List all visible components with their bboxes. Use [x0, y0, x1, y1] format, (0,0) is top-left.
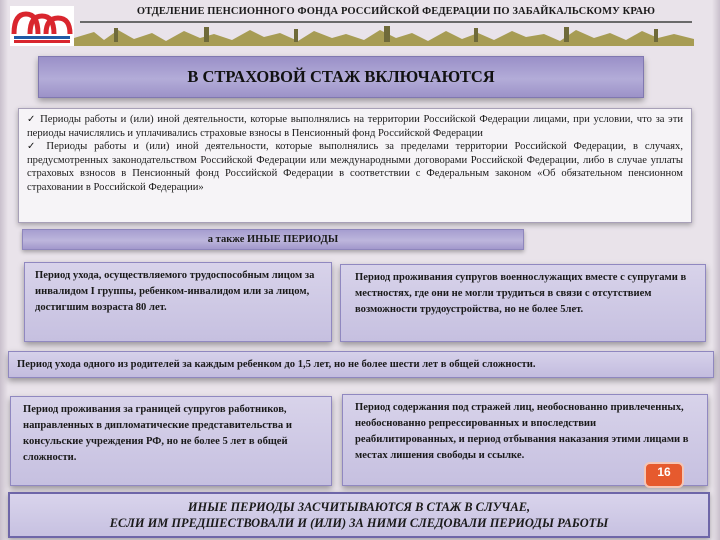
box-parent-leave: Период ухода одного из родителей за каждым ребенком до 1,5 лет, но не более шести лет в общей сложности.	[8, 351, 714, 378]
item-1	[27, 113, 683, 140]
frame-left	[0, 0, 8, 540]
box-spouses-period: Период проживания супругов военнослужащих вместе с супругами в местностях, где они не могли трудиться в связи с отсутствием возможности трудоустройства, но не более 5лет.	[340, 264, 706, 342]
main-panel	[18, 108, 692, 223]
frame-right	[712, 0, 720, 540]
bottom-line-2: ЕСЛИ ИМ ПРЕДШЕСТВОВАЛИ И (ИЛИ) ЗА НИМИ СЛЕДОВАЛИ ПЕРИОДЫ РАБОТЫ	[109, 516, 609, 530]
pfr-logo-icon	[10, 6, 74, 46]
page-number-badge: 16	[644, 462, 684, 488]
bottom-banner	[8, 492, 710, 538]
box-abroad-period: Период проживания за границей супругов работников, направленных в дипломатические представительства и консульские учреждения РФ, но не более 5 лет в общей сложности.	[10, 396, 332, 486]
ornament-band-icon	[74, 24, 694, 46]
check-icon: ✓	[27, 114, 37, 125]
header-rule	[80, 21, 692, 23]
org-title: ОТДЕЛЕНИЕ ПЕНСИОННОГО ФОНДА РОССИЙСКОЙ ФЕДЕРАЦИИ ПО ЗАБАЙКАЛЬСКОМУ КРАЮ	[136, 6, 656, 17]
box-care-period: Период ухода, осуществляемого трудоспособным лицом за инвалидом I группы, ребенком-инвалидом или за лицом, достигшим возраста 80 лет.	[24, 262, 332, 342]
bottom-line-1: ИНЫЕ ПЕРИОДЫ ЗАСЧИТЫВАЮТСЯ В СТАЖ В СЛУЧАЕ,	[187, 500, 531, 514]
also-banner: а также ИНЫЕ ПЕРИОДЫ	[22, 229, 524, 250]
item-2-text: Периоды работы и (или) иной деятельности, которые выполнялись за пределами территории Российской Федерации, в случаях, предусмотренных законодательством Российской Федерации или международными договорами Российской Федерации, либо в случае уплаты страховых взносов в Пенсионный фонд Российской Федерации в соответствии с Федеральным законом «Об обязательном пенсионном страховании в Российской Федерации»	[27, 141, 683, 193]
item-2	[27, 140, 683, 194]
check-icon: ✓	[27, 141, 40, 153]
page-title: В СТРАХОВОЙ СТАЖ ВКЛЮЧАЮТСЯ	[38, 56, 644, 98]
box-custody-period: Период содержания под стражей лиц, необоснованно привлеченных, необоснованно репрессированных и впоследствии реабилитированных, и период отбывания наказания этими лицами в местах лишения свободы и ссылке.	[342, 394, 708, 486]
item-1-text: Периоды работы и (или) иной деятельности, которые выполнялись на территории Российской Федерации лицами, при условии, что за эти периоды начислялись и уплачивались страховые взносы в Пенсионный фонд Российской Федерации	[27, 114, 683, 139]
